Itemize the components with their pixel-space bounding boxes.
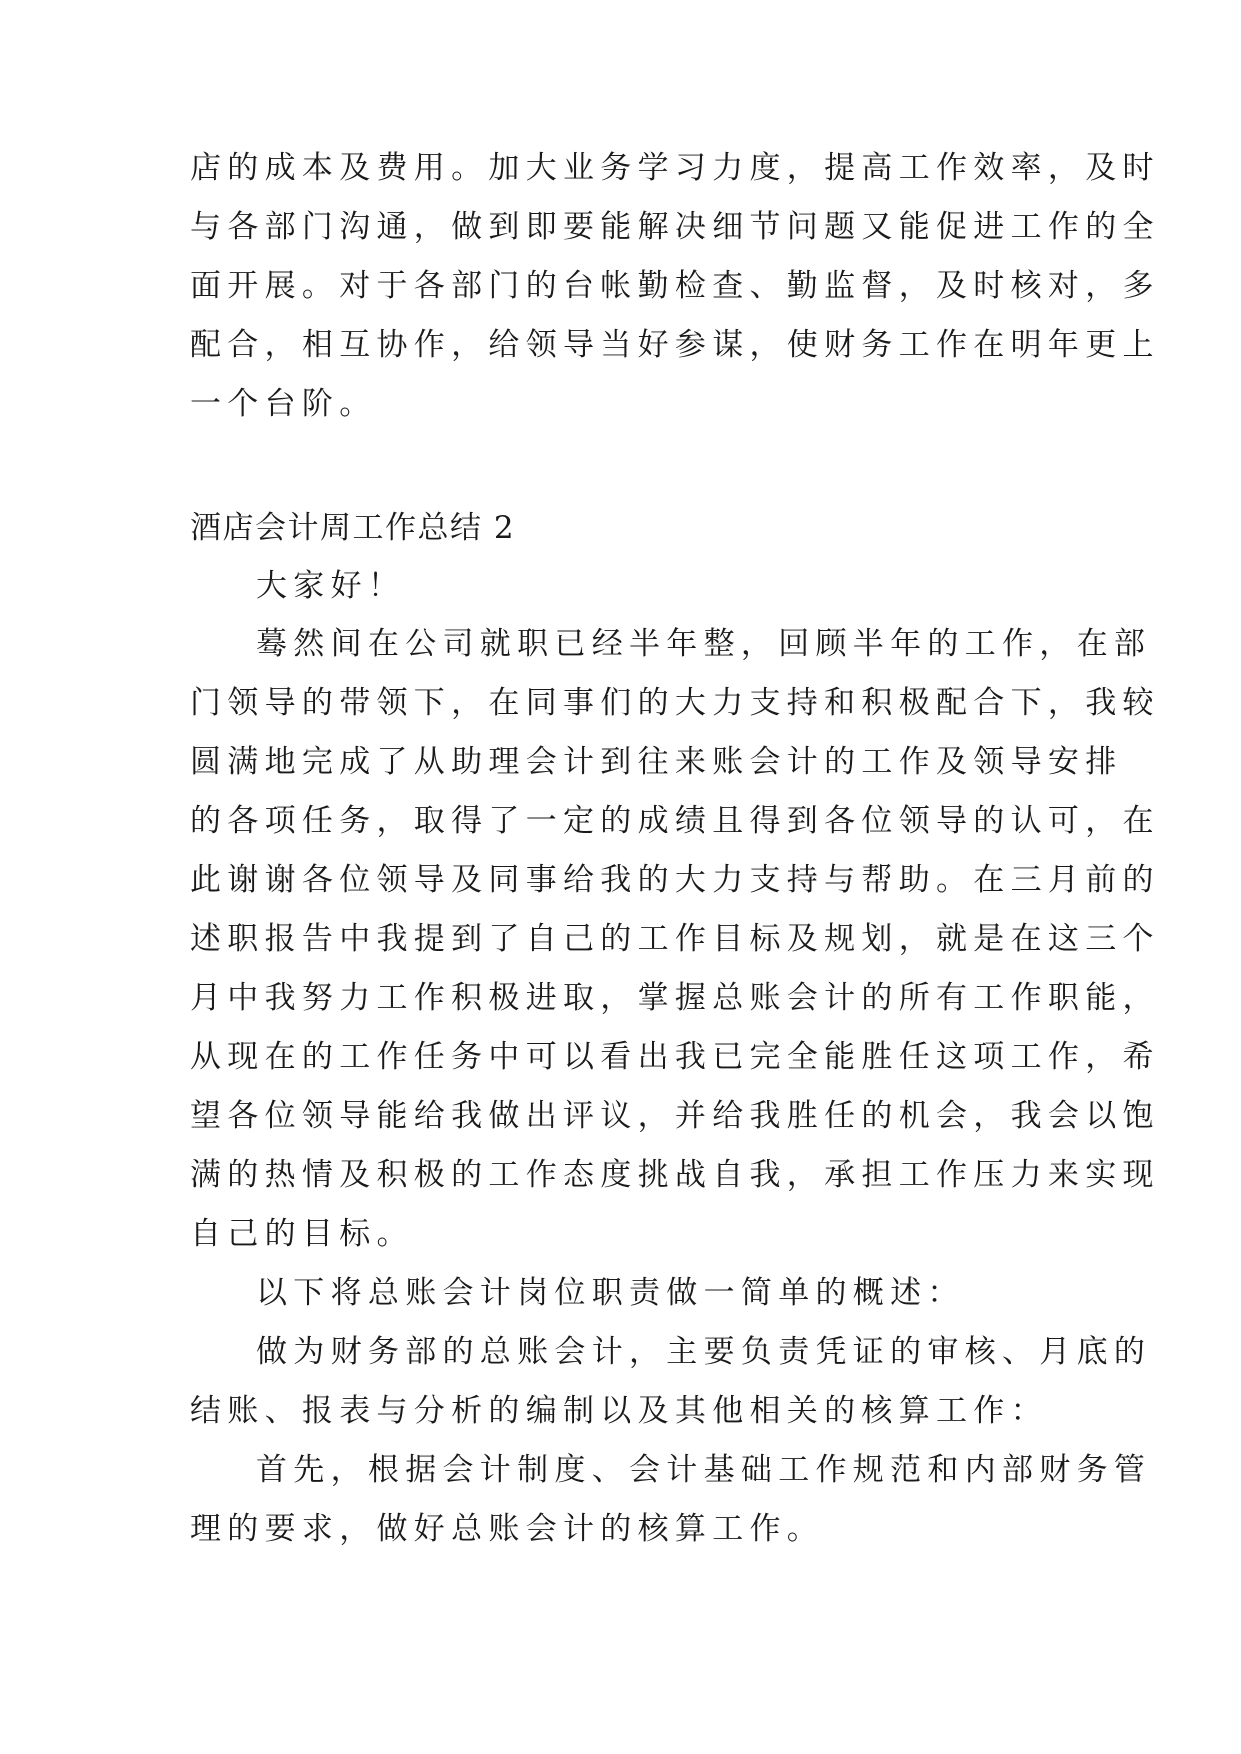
- paragraph-line: 蓦然间在公司就职已经半年整，回顾半年的工作，在部: [256, 626, 1152, 662]
- paragraph-line: 首先，根据会计制度、会计基础工作规范和内部财务管: [256, 1452, 1152, 1488]
- paragraph-line: 结账、报表与分析的编制以及其他相关的核算工作：: [190, 1393, 1048, 1429]
- paragraph-line: 满的热情及积极的工作态度挑战自我，承担工作压力来实现: [190, 1157, 1160, 1193]
- paragraph-line: 圆满地完成了从助理会计到往来账会计的工作及领导安排: [190, 744, 1123, 780]
- paragraph-line: 月中我努力工作积极进取，掌握总账会计的所有工作职能，: [190, 980, 1160, 1016]
- paragraph-line: 与各部门沟通，做到即要能解决细节问题又能促进工作的全: [190, 209, 1160, 245]
- paragraph-line: 面开展。对于各部门的台帐勤检查、勤监督，及时核对，多: [190, 268, 1160, 304]
- paragraph-line: 理的要求，做好总账会计的核算工作。: [190, 1511, 825, 1547]
- paragraph-line: 以下将总账会计岗位职责做一简单的概述：: [256, 1275, 965, 1311]
- paragraph-line: 一个台阶。: [190, 386, 377, 422]
- greeting: 大家好！: [256, 568, 406, 604]
- paragraph-line: 做为财务部的总账会计，主要负责凭证的审核、月底的: [256, 1334, 1152, 1370]
- paragraph-line: 的各项任务，取得了一定的成绩且得到各位领导的认可，在: [190, 803, 1160, 839]
- paragraph-line: 店的成本及费用。加大业务学习力度，提高工作效率，及时: [190, 150, 1160, 186]
- paragraph-line: 自己的目标。: [190, 1216, 414, 1252]
- paragraph-line: 从现在的工作任务中可以看出我已完全能胜任这项工作，希: [190, 1039, 1160, 1075]
- paragraph-line: 望各位领导能给我做出评议，并给我胜任的机会，我会以饱: [190, 1098, 1160, 1134]
- paragraph-line: 配合，相互协作，给领导当好参谋，使财务工作在明年更上: [190, 327, 1160, 363]
- paragraph-line: 门领导的带领下，在同事们的大力支持和积极配合下，我较: [190, 685, 1160, 721]
- section-title: 酒店会计周工作总结 2: [190, 510, 516, 546]
- paragraph-line: 此谢谢各位领导及同事给我的大力支持与帮助。在三月前的: [190, 862, 1160, 898]
- paragraph-line: 述职报告中我提到了自己的工作目标及规划，就是在这三个: [190, 921, 1160, 957]
